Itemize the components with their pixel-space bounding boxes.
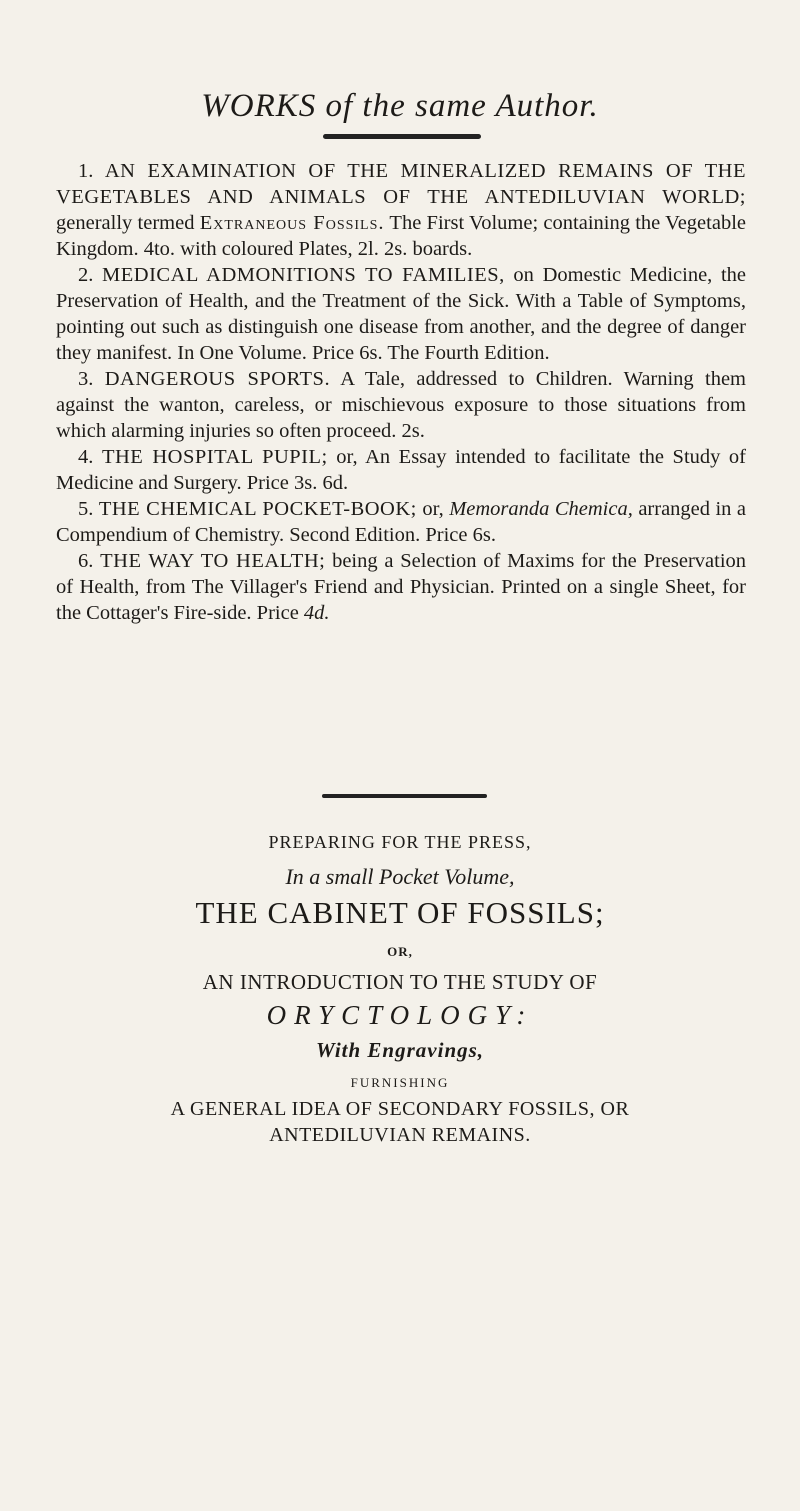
work-entry-4: [56, 444, 746, 496]
work-entry-1: [56, 158, 746, 262]
works-list: [56, 158, 746, 626]
entry-text: A Tale, addressed to Children. Warning them against the wanton, careless, or mischievous exposure to those situations from which alarming injuries so often proceed. 2s.: [56, 368, 747, 442]
general-idea-block: [0, 1096, 800, 1148]
general-idea-line-1: A GENERAL IDEA OF SECONDARY FOSSILS, OR: [170, 1098, 630, 1120]
entry-title: THE CHEMICAL POCKET-BOOK;: [98, 498, 417, 520]
forthcoming-title: THE CABINET OF FOSSILS;: [195, 895, 605, 930]
entry-italic: Memoranda Chemica,: [449, 498, 633, 520]
entry-text: or, An Essay intended to facilitate the Study of Medicine and Surgery. Price 3s. 6d.: [56, 446, 747, 494]
entry-text: The First Volume; containing the Vegetable Kingdom. 4to. with coloured Plates, 2l. 2s. boards.: [56, 212, 746, 260]
entry-number: 6.: [78, 550, 94, 572]
entry-smallcaps: Extraneous Fossils.: [199, 212, 385, 234]
heading-suffix: of the same Author.: [316, 88, 599, 124]
entry-title: AN EXAMINATION OF THE MINERALIZED REMAINS OF THE VEGETABLES AND ANIMALS OF THE ANTEDILUVIAN WORLD;: [56, 160, 746, 208]
entry-number: 2.: [78, 264, 94, 286]
general-idea-line-2: ANTEDILUVIAN REMAINS.: [269, 1124, 531, 1146]
top-rule-divider: [323, 134, 481, 139]
entry-title: THE HOSPITAL PUPIL;: [101, 446, 328, 468]
pocket-volume-line: In a small Pocket Volume,: [285, 864, 515, 889]
entry-text: on Domestic Medicine, the Preservation of Health, and the Treatment of the Sick. With a Table of Symptoms, pointing out such as distinguish one disease from another, and the degree of danger they manifest. In One Volume. Price 6s. The Fourth Edition.: [56, 264, 746, 364]
entry-text: arranged in a Compendium of Chemistry. Second Edition. Price 6s.: [56, 498, 746, 546]
middle-rule-divider: [322, 794, 487, 798]
entry-italic: 4d.: [303, 602, 330, 624]
heading-works: WORKS: [201, 88, 317, 124]
entry-number: 4.: [78, 446, 94, 468]
page-heading: [0, 88, 800, 125]
entry-number: 5.: [78, 498, 94, 520]
entry-text: generally termed: [56, 212, 200, 234]
work-entry-3: [56, 366, 746, 444]
or-connector: OR,: [387, 944, 413, 959]
subtitle-oryctology: ORYCTOLOGY:: [266, 1000, 534, 1030]
with-engravings: With Engravings,: [315, 1038, 485, 1062]
work-entry-5: [56, 496, 746, 548]
subtitle-introduction: AN INTRODUCTION TO THE STUDY OF: [202, 970, 598, 994]
work-entry-2: [56, 262, 746, 366]
entry-number: 1.: [78, 160, 94, 182]
entry-text: being a Selection of Maxims for the Preservation of Health, from The Villager's Friend and Physician. Printed on a single Sheet, for the Cottager's Fire-side. Price: [56, 550, 747, 624]
entry-title: DANGEROUS SPORTS.: [104, 368, 331, 390]
work-entry-6: [56, 548, 746, 626]
entry-text: or,: [416, 498, 450, 520]
preparing-notice: PREPARING FOR THE PRESS,: [268, 832, 532, 852]
furnishing-line: FURNISHING: [350, 1075, 450, 1090]
entry-title: THE WAY TO HEALTH;: [100, 550, 326, 572]
entry-number: 3.: [78, 368, 94, 390]
entry-title: MEDICAL ADMONITIONS TO FAMILIES,: [102, 264, 505, 286]
